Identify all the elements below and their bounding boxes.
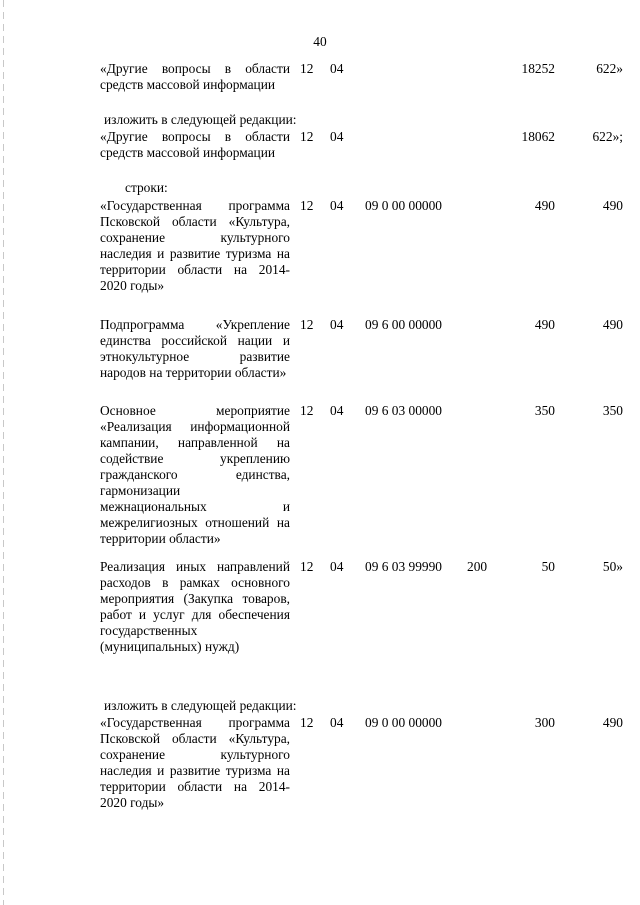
row-pr: 04 [330, 403, 344, 418]
row-pr: 04 [330, 198, 344, 213]
row-rz: 12 [300, 129, 314, 144]
row-pr: 04 [330, 559, 344, 574]
row-sum-1: 18062 [521, 129, 555, 144]
row-name: «Государственная программа Псковской области «Культура, сохранение культурного наследия и развитие туризма на территории области на 2014-2020 годы» [100, 198, 290, 293]
row-csr: 09 6 03 00000 [365, 403, 442, 418]
row-pr: 04 [330, 129, 344, 144]
row-rz: 12 [300, 559, 314, 574]
row-csr: 09 0 00 00000 [365, 715, 442, 730]
row-rz: 12 [300, 198, 314, 213]
row-sum-1: 490 [534, 317, 555, 332]
row-name: «Другие вопросы в области средств массовой информации [100, 61, 290, 92]
row-vr: 200 [467, 559, 488, 574]
row-sum-1: 18252 [521, 61, 555, 76]
row-sum-2: 622» [596, 61, 623, 76]
row-csr: 09 0 00 00000 [365, 198, 442, 213]
instruction-rows-label: строки: [125, 180, 168, 195]
instruction-edit-2: изложить в следующей редакции: [104, 698, 297, 713]
row-csr: 09 6 00 00000 [365, 317, 442, 332]
row-name: Основное мероприятие «Реализация информационной кампании, направленной на содействие укреплению гражданского единства, гармонизации межнациональных и межрелигиозных отношений на территории области» [100, 403, 290, 546]
row-sum-2: 490 [602, 317, 623, 332]
row-sum-1: 490 [534, 198, 555, 213]
row-csr: 09 6 03 99990 [365, 559, 442, 574]
instruction-edit-1: изложить в следующей редакции: [104, 112, 297, 127]
row-rz: 12 [300, 403, 314, 418]
row-rz: 12 [300, 715, 314, 730]
row-sum-2: 490 [602, 715, 623, 730]
row-name: Подпрограмма «Укрепление единства российской нации и этнокультурное развитие народов на территории области» [100, 317, 290, 380]
row-sum-2: 350 [602, 403, 623, 418]
row-pr: 04 [330, 715, 344, 730]
row-sum-1: 300 [534, 715, 555, 730]
row-sum-1: 50 [541, 559, 555, 574]
row-name: Реализация иных направлений расходов в рамках основного мероприятия (Закупка товаров, работ и услуг для обеспечения государственных (муниципальных) нужд) [100, 559, 290, 654]
row-pr: 04 [330, 317, 344, 332]
row-sum-1: 350 [534, 403, 555, 418]
row-sum-2: 50» [602, 559, 623, 574]
row-name: «Государственная программа Псковской области «Культура, сохранение культурного наследия и развитие туризма на территории области на 2014-2020 годы» [100, 715, 290, 810]
row-sum-2: 622»; [592, 129, 623, 144]
row-rz: 12 [300, 317, 314, 332]
page-number: 40 [313, 34, 327, 49]
row-pr: 04 [330, 61, 344, 76]
row-rz: 12 [300, 61, 314, 76]
row-sum-2: 490 [602, 198, 623, 213]
row-name: «Другие вопросы в области средств массовой информации [100, 129, 290, 160]
